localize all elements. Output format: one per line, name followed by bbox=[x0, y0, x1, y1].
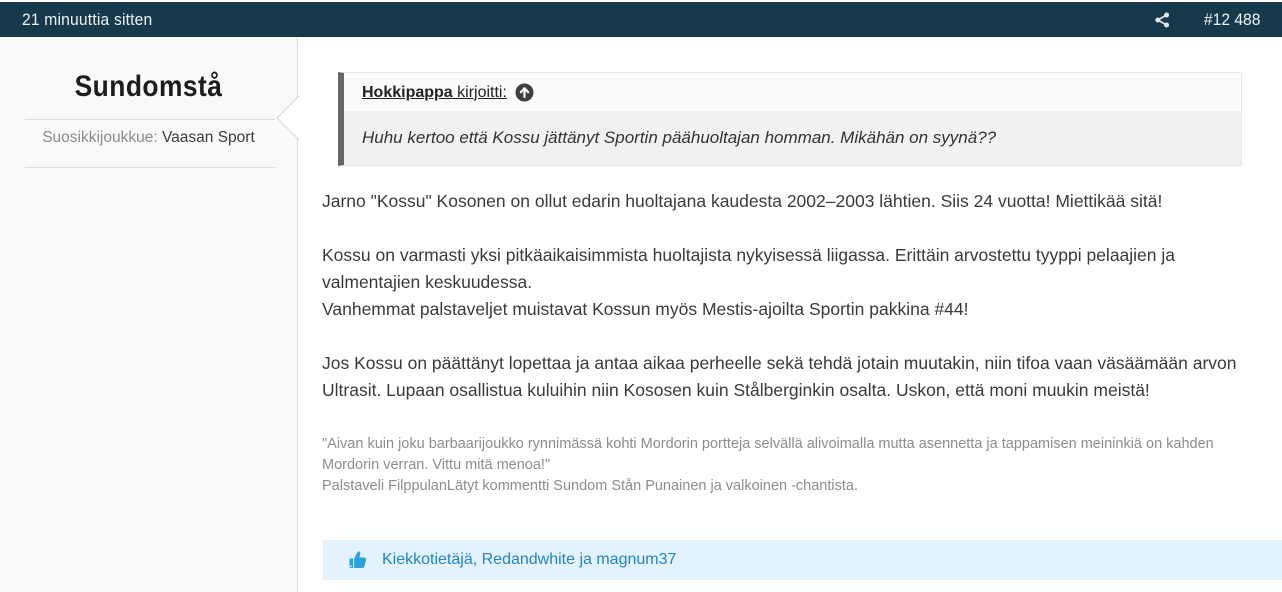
divider bbox=[25, 167, 275, 168]
user-info-panel bbox=[0, 37, 298, 592]
post-body bbox=[322, 188, 1246, 497]
thumbs-up-icon bbox=[347, 549, 369, 571]
post-header-bar bbox=[0, 2, 1282, 37]
quote-block bbox=[338, 72, 1242, 166]
username-link[interactable]: Sundomstå bbox=[74, 70, 223, 103]
quote-wrote-label[interactable]: kirjoitti: bbox=[452, 83, 507, 101]
quoted-author-name[interactable]: Hokkipappa bbox=[362, 83, 453, 101]
post-paragraph: Jarno "Kossu" Kosonen on ollut edarin huoltajana kaudesta 2002–2003 lähtien. Siis 24 vuotta! Miettikää sitä! bbox=[322, 191, 1163, 211]
likes-bar bbox=[323, 540, 1282, 580]
user-signature bbox=[322, 434, 1246, 497]
signature-quote: "Aivan kuin joku barbaarijoukko rynnimässä kohti Mordorin portteja selvällä alivoimalla mutta asennetta ja tappamisen meininkiä on kahden Mordorin verran. Vittu mitä menoa!" bbox=[322, 436, 1214, 473]
post-paragraph bbox=[322, 242, 1246, 323]
share-icon[interactable] bbox=[1151, 9, 1173, 31]
post-paragraph: Jos Kossu on päättänyt lopettaa ja antaa aikaa perheelle sekä tehdä jotain muutakin, niin tifoa vaan väsäämään arvon Ultrasit. Lupaan osallistua kuluihin niin Kososen kuin Stålberginkin osalta. Uskon, että moni muukin meistä! bbox=[322, 353, 1237, 400]
favorite-team-row bbox=[0, 129, 297, 147]
post-timestamp: 21 minuuttia sitten bbox=[22, 9, 153, 29]
post-content-area bbox=[299, 37, 1282, 592]
post-text: Kossu on varmasti yksi pitkäaikaisimmista huoltajista nykyisessä liigassa. Erittäin arvostettu tyyppi pelaajien ja valmentajien keskuudessa. bbox=[322, 245, 1176, 292]
likers-links[interactable]: Kiekkotietäjä, Redandwhite ja magnum37 bbox=[382, 551, 677, 568]
favorite-team-label: Suosikkijoukkue: bbox=[42, 129, 158, 146]
post-text: Vanhemmat palstaveljet muistavat Kossun myös Mestis-ajoilta Sportin pakkina #44! bbox=[322, 299, 969, 319]
quote-header bbox=[344, 73, 1241, 112]
quote-text: Huhu kertoo että Kossu jättänyt Sportin päähuoltajan homman. Mikähän on syynä?? bbox=[344, 112, 1241, 165]
quoted-author-link[interactable] bbox=[362, 84, 507, 102]
arrow-up-circle-icon[interactable] bbox=[515, 83, 534, 102]
signature-attribution: Palstaveli FilppulanLätyt kommentti Sundom Stån Punainen ja valkoinen -chantista. bbox=[322, 478, 858, 494]
divider bbox=[25, 119, 275, 120]
post-number-link[interactable]: #12 488 bbox=[1203, 9, 1260, 29]
favorite-team-value: Vaasan Sport bbox=[161, 129, 255, 146]
